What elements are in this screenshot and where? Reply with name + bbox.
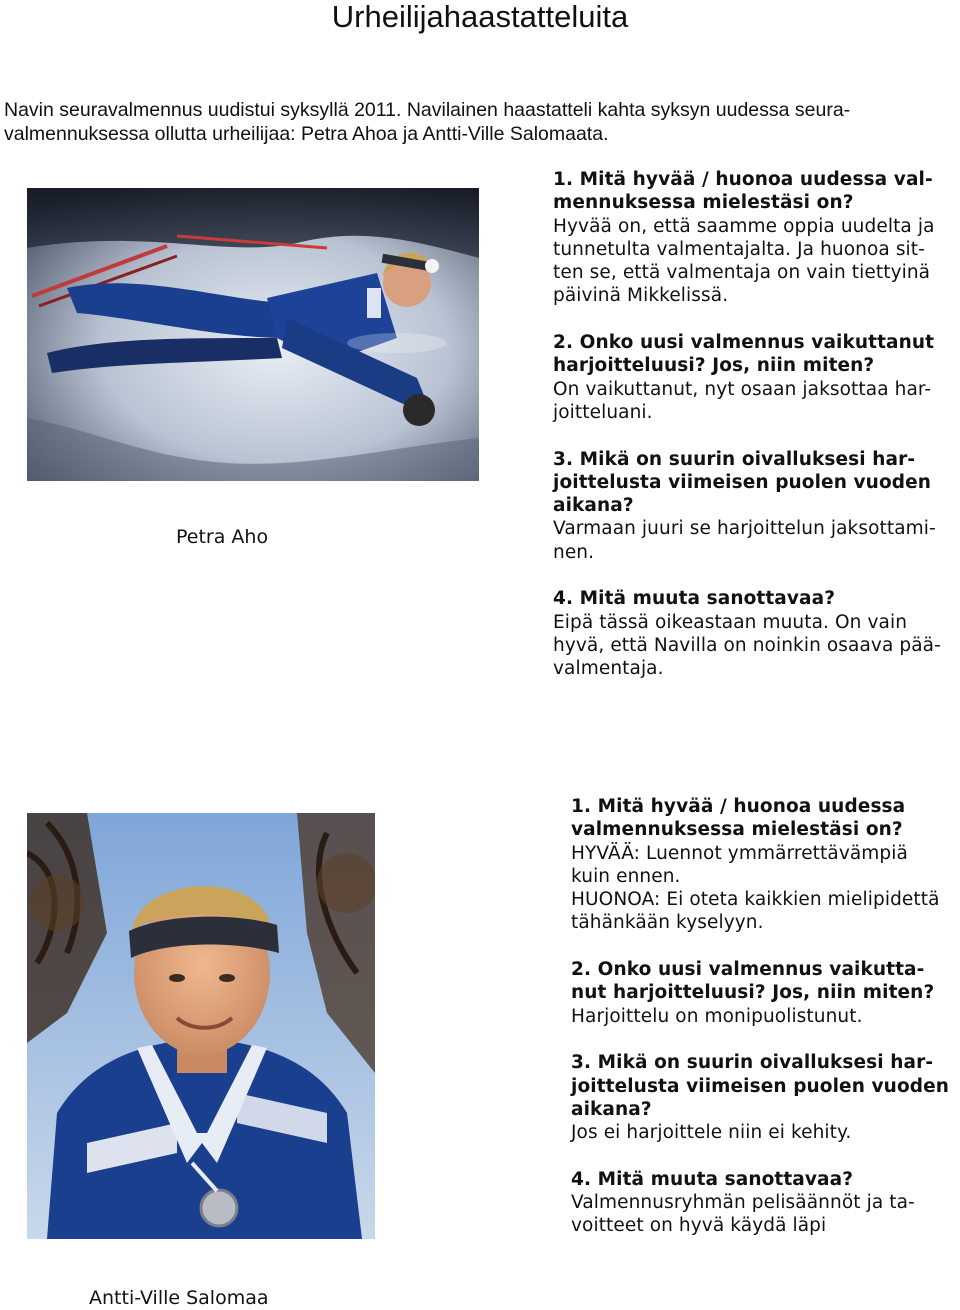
question-3: joittelusta viimeisen puolen vuoden (571, 1075, 950, 1097)
interview-petra (553, 168, 958, 681)
question-3: joittelusta viimeisen puolen vuoden (553, 471, 932, 493)
question-4: 4. Mitä muuta sanottavaa? (571, 1168, 854, 1190)
photo-caption-antti-ville: Antti-Ville Salomaa (89, 1287, 269, 1309)
answer-1: HUONOA: Ei oteta kaikkien mielipidettä (571, 889, 940, 911)
question-3: 3. Mikä on suurin oivalluksesi har- (571, 1052, 934, 1074)
intro-paragraph (4, 98, 954, 146)
antti-ville-salomaa-photo (27, 813, 375, 1239)
answer-1: Hyvää on, että saamme oppia uudelta ja (553, 215, 935, 237)
snow-night-photo (27, 188, 479, 481)
answer-1: kuin ennen. (571, 865, 681, 887)
question-3: 3. Mikä on suurin oivalluksesi har- (553, 448, 916, 470)
answer-2: joitteluani. (553, 401, 653, 423)
answer-1: tähänkään kyselyyn. (571, 912, 764, 934)
interview-antti-ville (571, 795, 959, 1238)
answer-3: Jos ei harjoittele niin ei kehity. (571, 1122, 852, 1144)
answer-4: Eipä tässä oikeastaan muuta. On vain (553, 611, 908, 633)
question-1: valmennuksessa mielestäsi on? (571, 819, 903, 841)
question-2: harjoitteluusi? Jos, niin miten? (553, 355, 875, 377)
question-1: 1. Mitä hyvää / huonoa uudessa val- (553, 169, 933, 190)
question-2: 2. Onko uusi valmennus vaikuttanut (553, 332, 935, 354)
petra-aho-photo (27, 188, 479, 481)
question-3: aikana? (553, 495, 634, 517)
answer-1: tunnetulta valmentajalta. Ja huonoa sit- (553, 238, 925, 260)
question-1: 1. Mitä hyvää / huonoa uudessa (571, 796, 906, 817)
answer-3: nen. (553, 541, 595, 563)
answer-2: On vaikuttanut, nyt osaan jaksottaa har- (553, 378, 932, 400)
answer-4: Valmennusryhmän pelisäännöt ja ta- (571, 1192, 915, 1214)
question-4: 4. Mitä muuta sanottavaa? (553, 588, 836, 610)
intro-line: valmennuksessa ollutta urheilijaa: Petra Ahoa ja Antti-Ville Salomaata. (4, 123, 609, 145)
answer-1: ten se, että valmentaja on vain tiettyinä (553, 262, 931, 284)
answer-3: Varmaan juuri se harjoittelun jaksottami- (553, 518, 936, 540)
athlete-medal-photo (27, 813, 375, 1239)
answer-1: päivinä Mikkelissä. (553, 285, 729, 307)
answer-1: HYVÄÄ: Luennot ymmärrettävämpiä (571, 842, 908, 864)
question-3: aikana? (571, 1098, 652, 1120)
photo-caption-petra: Petra Aho (176, 526, 269, 548)
answer-4: valmentaja. (553, 658, 664, 680)
answer-4: voitteet on hyvä käydä läpi (571, 1215, 827, 1237)
answer-2: Harjoittelu on monipuolistunut. (571, 1005, 863, 1027)
page-title: Urheilijahaastatteluita (331, 0, 629, 34)
question-2: 2. Onko uusi valmennus vaikutta- (571, 959, 925, 981)
intro-line: Navin seuravalmennus uudistui syksyllä 2011. Navilainen haastatteli kahta syksyn uudessa seura- (4, 99, 851, 121)
question-1: mennuksessa mielestäsi on? (553, 192, 854, 214)
question-2: nut harjoitteluusi? Jos, niin miten? (571, 982, 935, 1004)
answer-4: hyvä, että Navilla on noinkin osaava pää- (553, 634, 941, 656)
